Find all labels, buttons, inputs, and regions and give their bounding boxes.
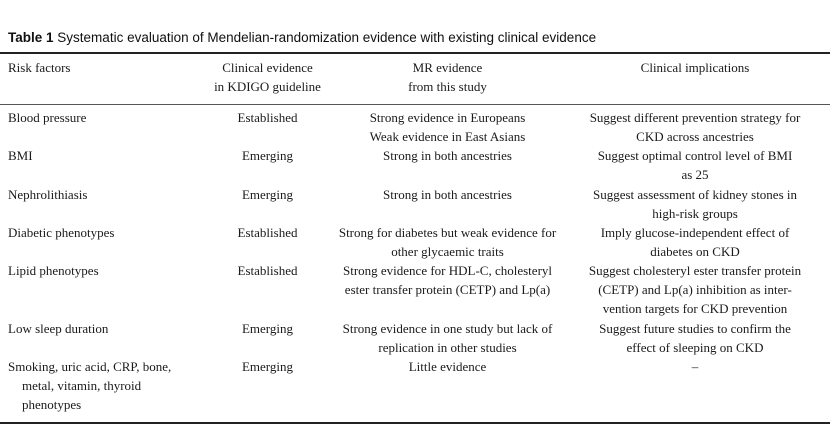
table-row: [0, 104, 830, 146]
cell-mr-evidence: Strong evidence for HDL-C, cholesteryl ester transfer protein (CETP) and Lp(a): [342, 263, 553, 297]
table-bottom-rule: [0, 422, 830, 424]
evidence-table: [0, 58, 830, 415]
cell-risk-factor: Smoking, uric acid, CRP, bone, metal, vitamin, thyroid phenotypes: [8, 359, 172, 412]
cell-risk-factor: Blood pressure: [8, 110, 87, 125]
cell-risk-factor: Low sleep duration: [8, 321, 109, 336]
table-row: [0, 223, 830, 261]
header-clinical-evidence: Clinical evidence in KDIGO guideline: [214, 60, 321, 94]
table-row: [0, 261, 830, 319]
cell-risk-factor: Lipid phenotypes: [8, 263, 99, 278]
header-mr-evidence: MR evidence from this study: [408, 60, 487, 94]
table-row: [0, 357, 830, 415]
cell-clinical-evidence: Established: [237, 110, 298, 125]
table-row: [0, 185, 830, 223]
table-top-rule: [0, 52, 830, 54]
header-risk-factors: Risk factors: [8, 60, 71, 75]
cell-clinical-implications: Suggest future studies to confirm the effect of sleeping on CKD: [599, 321, 791, 355]
table-caption-label: Table 1: [8, 30, 54, 45]
cell-clinical-implications: –: [691, 359, 699, 374]
cell-mr-evidence: Strong for diabetes but weak evidence for other glycaemic traits: [338, 225, 557, 259]
cell-mr-evidence: Strong in both ancestries: [383, 148, 512, 163]
cell-clinical-implications: Suggest assessment of kidney stones in high-risk groups: [592, 187, 797, 221]
cell-clinical-evidence: Emerging: [241, 321, 294, 336]
cell-risk-factor: BMI: [8, 148, 33, 163]
cell-mr-evidence: Strong in both ancestries: [383, 187, 512, 202]
cell-mr-evidence: Strong evidence in Europeans Weak evidence in East Asians: [369, 110, 526, 144]
table-header-row: [0, 58, 830, 104]
cell-clinical-implications: Suggest cholesteryl ester transfer protein (CETP) and Lp(a) inhibition as inter- vention targets for CKD prevention: [588, 263, 802, 316]
table-row: [0, 146, 830, 185]
cell-clinical-implications: Suggest different prevention strategy for CKD across ancestries: [589, 110, 801, 144]
table-row: [0, 319, 830, 357]
cell-clinical-evidence: Emerging: [241, 359, 294, 374]
header-clinical-implications: Clinical implications: [640, 60, 750, 75]
cell-clinical-evidence: Established: [237, 225, 298, 240]
cell-clinical-evidence: Emerging: [241, 187, 294, 202]
cell-clinical-evidence: Emerging: [241, 148, 294, 163]
cell-clinical-evidence: Established: [237, 263, 298, 278]
cell-clinical-implications: Suggest optimal control level of BMI as 25: [597, 148, 793, 182]
cell-risk-factor: Nephrolithiasis: [8, 187, 88, 202]
cell-mr-evidence: Strong evidence in one study but lack of replication in other studies: [342, 321, 553, 355]
table-caption: [8, 30, 596, 45]
cell-risk-factor: Diabetic phenotypes: [8, 225, 115, 240]
cell-mr-evidence: Little evidence: [408, 359, 487, 374]
cell-clinical-implications: Imply glucose-independent effect of diabetes on CKD: [600, 225, 790, 259]
table-caption-text: Systematic evaluation of Mendelian-randomization evidence with existing clinical evidence: [57, 30, 597, 45]
